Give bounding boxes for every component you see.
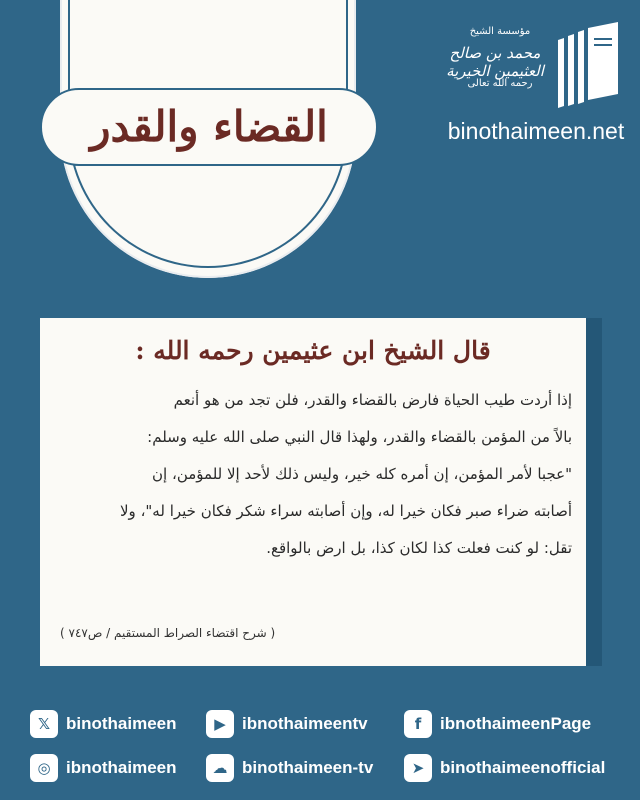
youtube-icon: ▶ (206, 710, 234, 738)
social-label: binothaimeen-tv (242, 758, 374, 777)
soundcloud-icon: ☁ (206, 754, 234, 782)
telegram-icon: ➤ (404, 754, 432, 782)
quote-line: إذا أردت طيب الحياة فارض بالقضاء والقدر، فلن تجد من هو أنعم (173, 391, 572, 409)
logo-foundation-label: مؤسسة الشيخ (469, 26, 531, 37)
social-label: binothaimeen (66, 714, 177, 733)
instagram-icon: ◎ (30, 754, 58, 782)
book-logo-icon (556, 20, 622, 110)
social-footer (0, 686, 640, 800)
quote-source: ( شرح اقتضاء الصراط المستقيم / ص٧٤٧ ) (60, 626, 276, 640)
social-label: ibnothaimeenPage (440, 714, 592, 733)
social-label: ibnothaimeentv (242, 714, 368, 733)
quote-heading: قال الشيخ ابن عثيمين رحمه الله : (135, 336, 491, 365)
social-link-telegram[interactable] (404, 754, 605, 782)
social-link-x[interactable] (30, 710, 177, 738)
quote-line: تقل: لو كنت فعلت كذا لكان كذا، بل ارض بالواقع. (266, 539, 572, 557)
x-icon: 𝕏 (30, 710, 58, 738)
logo-name: محمد بن صالح العثيمين الخيرية (446, 44, 544, 80)
social-link-youtube[interactable] (206, 710, 368, 738)
quote-line: بالاً من المؤمن بالقضاء والقدر، ولهذا قال النبي صلى الله عليه وسلم: (147, 428, 572, 446)
social-label: ibnothaimeen (66, 758, 177, 777)
facebook-icon: f (404, 710, 432, 738)
page-title: القضاء والقدر (90, 102, 328, 151)
quote-body (56, 382, 572, 567)
site-url-link[interactable]: binothaimeen.net (447, 118, 625, 144)
social-link-facebook[interactable] (404, 710, 591, 738)
logo-dua: رحمه الله تعالى (467, 78, 533, 89)
social-label: binothaimeenofficial (440, 758, 606, 777)
social-link-soundcloud[interactable] (206, 754, 373, 782)
quote-line: أصابته ضراء صبر فكان خيرا له، وإن أصابته سراء شكر فكان خيرا له"، ولا (120, 502, 572, 520)
quote-line: "عجبا لأمر المؤمن، إن أمره كله خير، وليس ذلك لأحد إلا للمؤمن، إن (152, 465, 572, 483)
social-link-instagram[interactable] (30, 754, 177, 782)
